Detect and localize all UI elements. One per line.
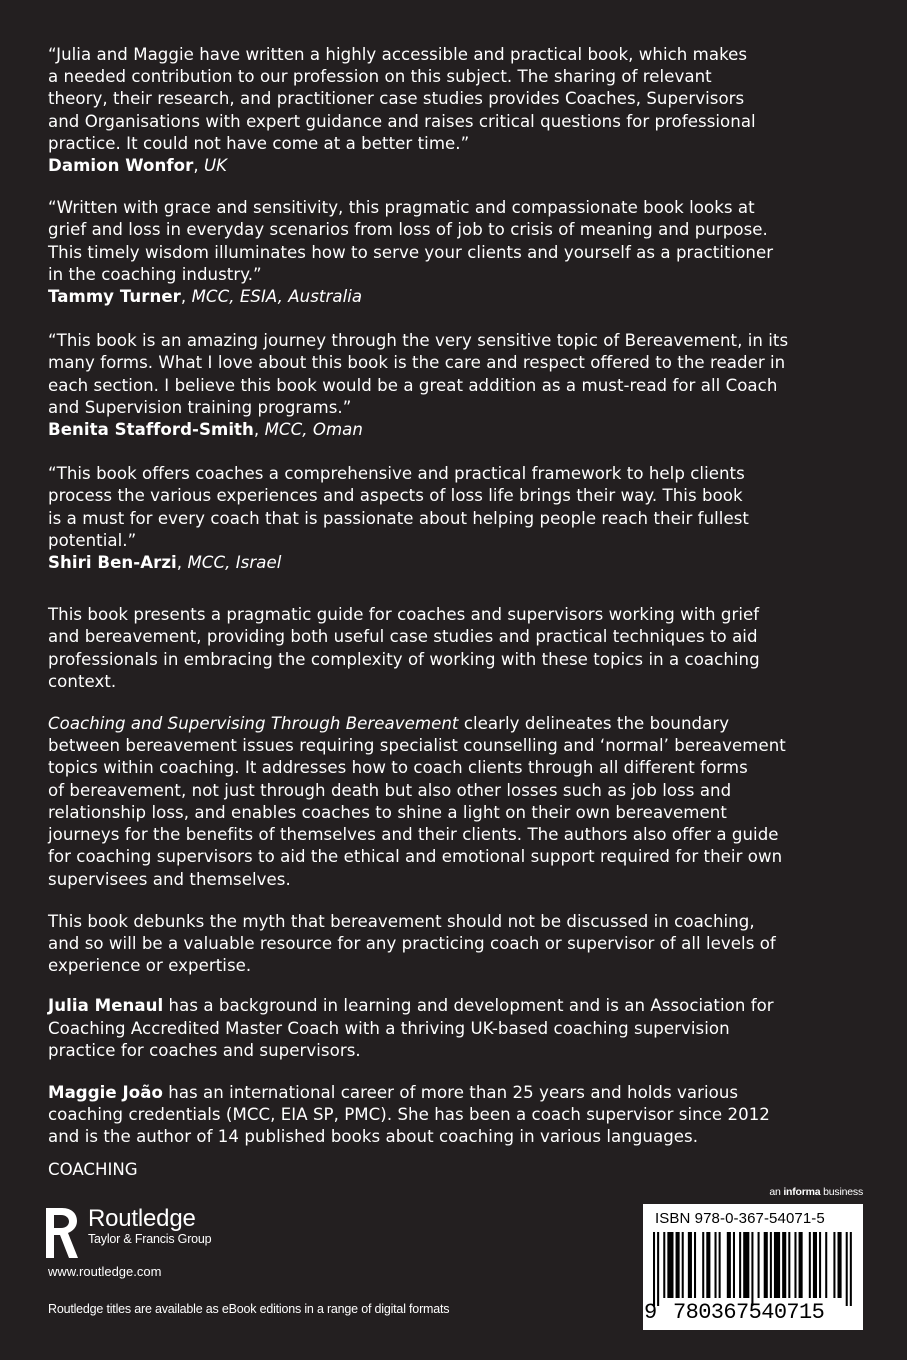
ebook-note: Routledge titles are available as eBook editions in a range of digital formats xyxy=(48,1302,450,1316)
barcode-bar xyxy=(799,1232,803,1298)
publisher-url: www.routledge.com xyxy=(48,1264,162,1279)
barcode-bar xyxy=(838,1232,842,1298)
endorser-name: Damion Wonfor xyxy=(48,156,194,176)
isbn-barcode xyxy=(643,1204,863,1330)
text-line: This book presents a pragmatic guide for coaches and supervisors working with grief xyxy=(48,605,760,625)
publisher-logo xyxy=(44,1206,211,1260)
endorser: Shiri Ben-Arzi, MCC, Israel xyxy=(48,553,282,573)
text-fragment: has an international career of more than 25 years and holds various xyxy=(162,1082,739,1102)
barcode-bar xyxy=(719,1232,721,1298)
text-line: practice for coaches and supervisors. xyxy=(48,1040,361,1060)
barcode-bar xyxy=(743,1232,749,1298)
barcode-bar xyxy=(846,1232,848,1306)
barcode-bar xyxy=(819,1232,821,1298)
endorsement xyxy=(48,463,868,574)
endorsement xyxy=(48,44,868,177)
text-line: coaching credentials (MCC, EIA SP, PMC). She has been a coach supervisor since 2012 xyxy=(48,1105,770,1125)
quote-line: “Julia and Maggie have written a highly accessible and practical book, which makes xyxy=(48,45,748,64)
informa-prefix: an xyxy=(769,1186,784,1198)
barcode-bar xyxy=(706,1232,710,1298)
subject-category: COACHING xyxy=(48,1160,138,1179)
text-line: between bereavement issues requiring specialist counselling and ‘normal’ bereavement xyxy=(48,736,786,756)
endorsement xyxy=(48,197,868,308)
author-name: Julia Menaul xyxy=(48,996,164,1016)
quote-line: “This book is an amazing journey through the very sensitive topic of Bereavement, in its xyxy=(48,331,789,351)
text-line: of bereavement, not just through death but also other losses such as job loss and xyxy=(48,780,732,800)
text-line xyxy=(48,1082,868,1104)
description-paragraph xyxy=(48,604,868,693)
quote-line: many forms. What I love about this book is the care and respect offered to the reader in xyxy=(48,353,786,373)
back-cover-text xyxy=(48,44,868,1149)
publisher-group: Taylor & Francis Group xyxy=(88,1232,212,1246)
endorser-name: Shiri Ben-Arzi xyxy=(48,553,177,573)
text-line: professionals in embracing the complexity of working with these topics in a coaching xyxy=(48,649,760,669)
text-line: This book debunks the myth that bereavement should not be discussed in coaching, xyxy=(48,911,755,931)
barcode-bar xyxy=(788,1232,790,1298)
barcode-bar xyxy=(751,1232,753,1306)
barcode-bar xyxy=(663,1232,665,1298)
informa-business-tag xyxy=(769,1186,863,1198)
isbn-label: ISBN 978-0-367-54071-5 xyxy=(655,1210,825,1227)
author-bio xyxy=(48,995,868,1062)
barcode-bar xyxy=(653,1232,655,1306)
text-line: experience or expertise. xyxy=(48,956,252,976)
description-paragraph xyxy=(48,713,868,891)
barcode-bar xyxy=(833,1232,835,1298)
barcode-bar xyxy=(688,1232,692,1298)
text-line: context. xyxy=(48,671,117,691)
barcode-bar xyxy=(764,1232,768,1298)
quote-line: theory, their research, and practitioner case studies provides Coaches, Supervisors xyxy=(48,89,745,109)
endorser-affiliation: UK xyxy=(203,156,228,176)
barcode-bar xyxy=(758,1232,760,1298)
endorser-name: Benita Stafford-Smith xyxy=(48,420,254,440)
spacer xyxy=(48,977,868,995)
barcode-bar xyxy=(850,1232,852,1306)
text-line: relationship loss, and enables coaches to shine a light on their own bereavement xyxy=(48,802,727,822)
routledge-logo-icon xyxy=(44,1206,80,1260)
quote-line: “Written with grace and sensitivity, this pragmatic and compassionate book looks at xyxy=(48,198,755,218)
spacer xyxy=(48,574,868,604)
publisher-name: Routledge xyxy=(88,1205,196,1232)
endorser-name: Tammy Turner xyxy=(48,287,181,307)
barcode-bar xyxy=(702,1232,704,1298)
text-line xyxy=(48,995,868,1017)
barcode-bar xyxy=(667,1232,673,1298)
text-line: and is the author of 14 published books about coaching in various languages. xyxy=(48,1127,699,1147)
text-line: journeys for the benefits of themselves and their clients. The authors also offer a guide xyxy=(48,825,779,845)
endorser: Damion Wonfor, UK xyxy=(48,156,228,176)
quote-line: and Organisations with expert guidance and raises critical questions for professional xyxy=(48,111,756,131)
barcode-bar xyxy=(715,1232,717,1298)
text-line: Coaching Accredited Master Coach with a thriving UK-based coaching supervision xyxy=(48,1018,730,1038)
author-name: Maggie João xyxy=(48,1082,163,1102)
quote-line: each section. I believe this book would be a great addition as a must-read for all Coach xyxy=(48,375,778,395)
barcode-bar xyxy=(739,1232,741,1298)
quote-line: in the coaching industry.” xyxy=(48,264,262,284)
endorser: Benita Stafford-Smith, MCC, Oman xyxy=(48,420,363,440)
book-title: Coaching and Supervising Through Bereavement xyxy=(48,714,459,734)
barcode-bar xyxy=(809,1232,811,1298)
barcode-bar xyxy=(682,1232,684,1298)
barcode-bar xyxy=(657,1232,659,1306)
text-fragment: has a background in learning and development and is an Association for xyxy=(163,996,774,1016)
barcode-bar xyxy=(782,1232,786,1298)
text-line: supervisees and themselves. xyxy=(48,869,291,889)
endorsement xyxy=(48,330,868,441)
text-fragment: clearly delineates the boundary xyxy=(458,714,730,734)
barcode-bar xyxy=(694,1232,696,1298)
description-paragraph xyxy=(48,911,868,978)
barcode-digits: 780367540715 xyxy=(673,1300,825,1325)
barcode-bar xyxy=(770,1232,772,1298)
endorser-affiliation: MCC, Israel xyxy=(187,553,282,573)
quote-line: “This book offers coaches a comprehensive and practical framework to help clients xyxy=(48,464,745,484)
endorser: Tammy Turner, MCC, ESIA, Australia xyxy=(48,287,363,307)
barcode-bar xyxy=(794,1232,796,1298)
quote-line: process the various experiences and aspects of loss life brings their way. This book xyxy=(48,486,743,506)
informa-suffix: business xyxy=(820,1186,863,1198)
barcode-bar xyxy=(825,1232,827,1298)
text-line: and so will be a valuable resource for any practicing coach or supervisor of all levels of xyxy=(48,933,776,953)
barcode-bar xyxy=(774,1232,780,1298)
text-line: for coaching supervisors to aid the ethical and emotional support required for their own xyxy=(48,847,783,867)
informa-brand: informa xyxy=(783,1186,821,1198)
barcode-bar xyxy=(733,1232,735,1298)
text-line: and bereavement, providing both useful case studies and practical techniques to aid xyxy=(48,627,758,647)
quote-line: potential.” xyxy=(48,530,137,550)
quote-line: and Supervision training programs.” xyxy=(48,397,352,417)
barcode-bar xyxy=(727,1232,731,1298)
endorser-affiliation: MCC, ESIA, Australia xyxy=(191,287,363,307)
barcode-bar xyxy=(813,1232,817,1298)
text-line: topics within coaching. It addresses how to coach clients through all different forms xyxy=(48,758,748,778)
publisher-wordmark xyxy=(88,1206,211,1247)
quote-line: is a must for every coach that is passionate about helping people reach their fullest xyxy=(48,508,749,528)
quote-line: This timely wisdom illuminates how to serve your clients and yourself as a practitioner xyxy=(48,242,774,262)
barcode-bars xyxy=(653,1232,853,1306)
text-line xyxy=(48,713,868,735)
quote-line: a needed contribution to our profession on this subject. The sharing of relevant xyxy=(48,67,712,87)
quote-line: grief and loss in everyday scenarios from loss of job to crisis of meaning and purpose. xyxy=(48,220,768,240)
endorser-affiliation: MCC, Oman xyxy=(264,420,363,440)
barcode-lead-digit: 9 xyxy=(644,1300,658,1325)
author-bio xyxy=(48,1082,868,1149)
barcode-bar xyxy=(676,1232,680,1298)
quote-line: practice. It could not have come at a better time.” xyxy=(48,133,470,153)
